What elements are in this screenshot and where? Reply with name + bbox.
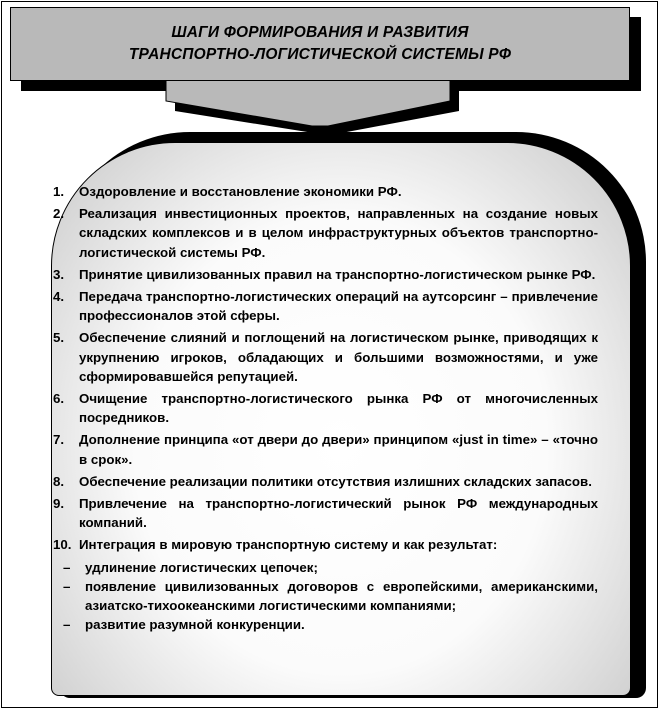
title-line-1: ШАГИ ФОРМИРОВАНИЯ И РАЗВИТИЯ — [171, 24, 469, 41]
item-number: 6. — [53, 391, 65, 407]
list-item — [53, 182, 598, 201]
list-item — [53, 535, 598, 554]
dash-marker: – — [63, 578, 71, 594]
item-number: 7. — [53, 432, 65, 448]
list-item — [53, 472, 598, 491]
dash-marker: – — [63, 617, 71, 633]
item-text: Дополнение принципа «от двери до двери» принципом «just in time» – «точно в срок». — [79, 432, 598, 467]
list-item — [53, 287, 598, 325]
sub-item-text: развитие разумной конкуренции. — [85, 617, 305, 633]
list-item — [53, 265, 598, 284]
item-text: Привлечение на транспортно-логистический рынок РФ международных компаний. — [79, 496, 598, 531]
item-text: Обеспечение реализации политики отсутствия излишних складских запасов. — [79, 473, 592, 489]
dash-marker: – — [63, 559, 71, 575]
item-number: 9. — [53, 496, 65, 512]
item-text: Очищение транспортно-логистического рынка РФ от многочисленных посредников. — [79, 391, 598, 426]
list-item — [53, 494, 598, 532]
item-number: 8. — [53, 473, 65, 489]
title-box — [10, 7, 630, 81]
item-number: 3. — [53, 266, 65, 282]
sub-list-item — [53, 615, 598, 634]
item-number: 10. — [53, 537, 72, 553]
steps-list — [53, 182, 598, 634]
sub-item-text: появление цивилизованных договоров с европейскими, американскими, азиатско-тихоокеанскими логистическими компаниями; — [85, 578, 598, 614]
list-item — [53, 430, 598, 468]
item-text: Передача транспортно-логистических операций на аутсорсинг – привлечение профессионалов этой сферы. — [79, 289, 598, 324]
item-number: 4. — [53, 289, 65, 305]
item-text: Принятие цивилизованных правил на транспортно-логистическом рынке РФ. — [79, 266, 596, 282]
item-number: 1. — [53, 184, 65, 199]
item-text: Обеспечение слияний и поглощений на логистическом рынке, приводящих к укрупнению игроков, обладающих и большими возможностями, и уже сформировавшейся репутацией. — [79, 330, 598, 384]
item-text: Реализация инвестиционных проектов, направленных на создание новых складских комплексов и в целом инфраструктурных объектов транспортно-логистической системы РФ. — [79, 206, 598, 260]
item-text: Интеграция в мировую транспортную систему и как результат: — [79, 537, 498, 553]
list-item — [53, 328, 598, 386]
title-line-2: ТРАНСПОРТНО-ЛОГИСТИЧЕСКОЙ СИСТЕМЫ РФ — [128, 46, 512, 63]
item-text: Оздоровление и восстановление экономики РФ. — [79, 184, 402, 199]
sub-list-item — [53, 558, 598, 577]
sub-item-text: удлинение логистических цепочек; — [85, 559, 318, 575]
list-item — [53, 389, 598, 427]
sub-list-item — [53, 577, 598, 615]
item-number: 5. — [53, 330, 65, 346]
item-number: 2. — [53, 206, 65, 222]
list-item — [53, 204, 598, 262]
